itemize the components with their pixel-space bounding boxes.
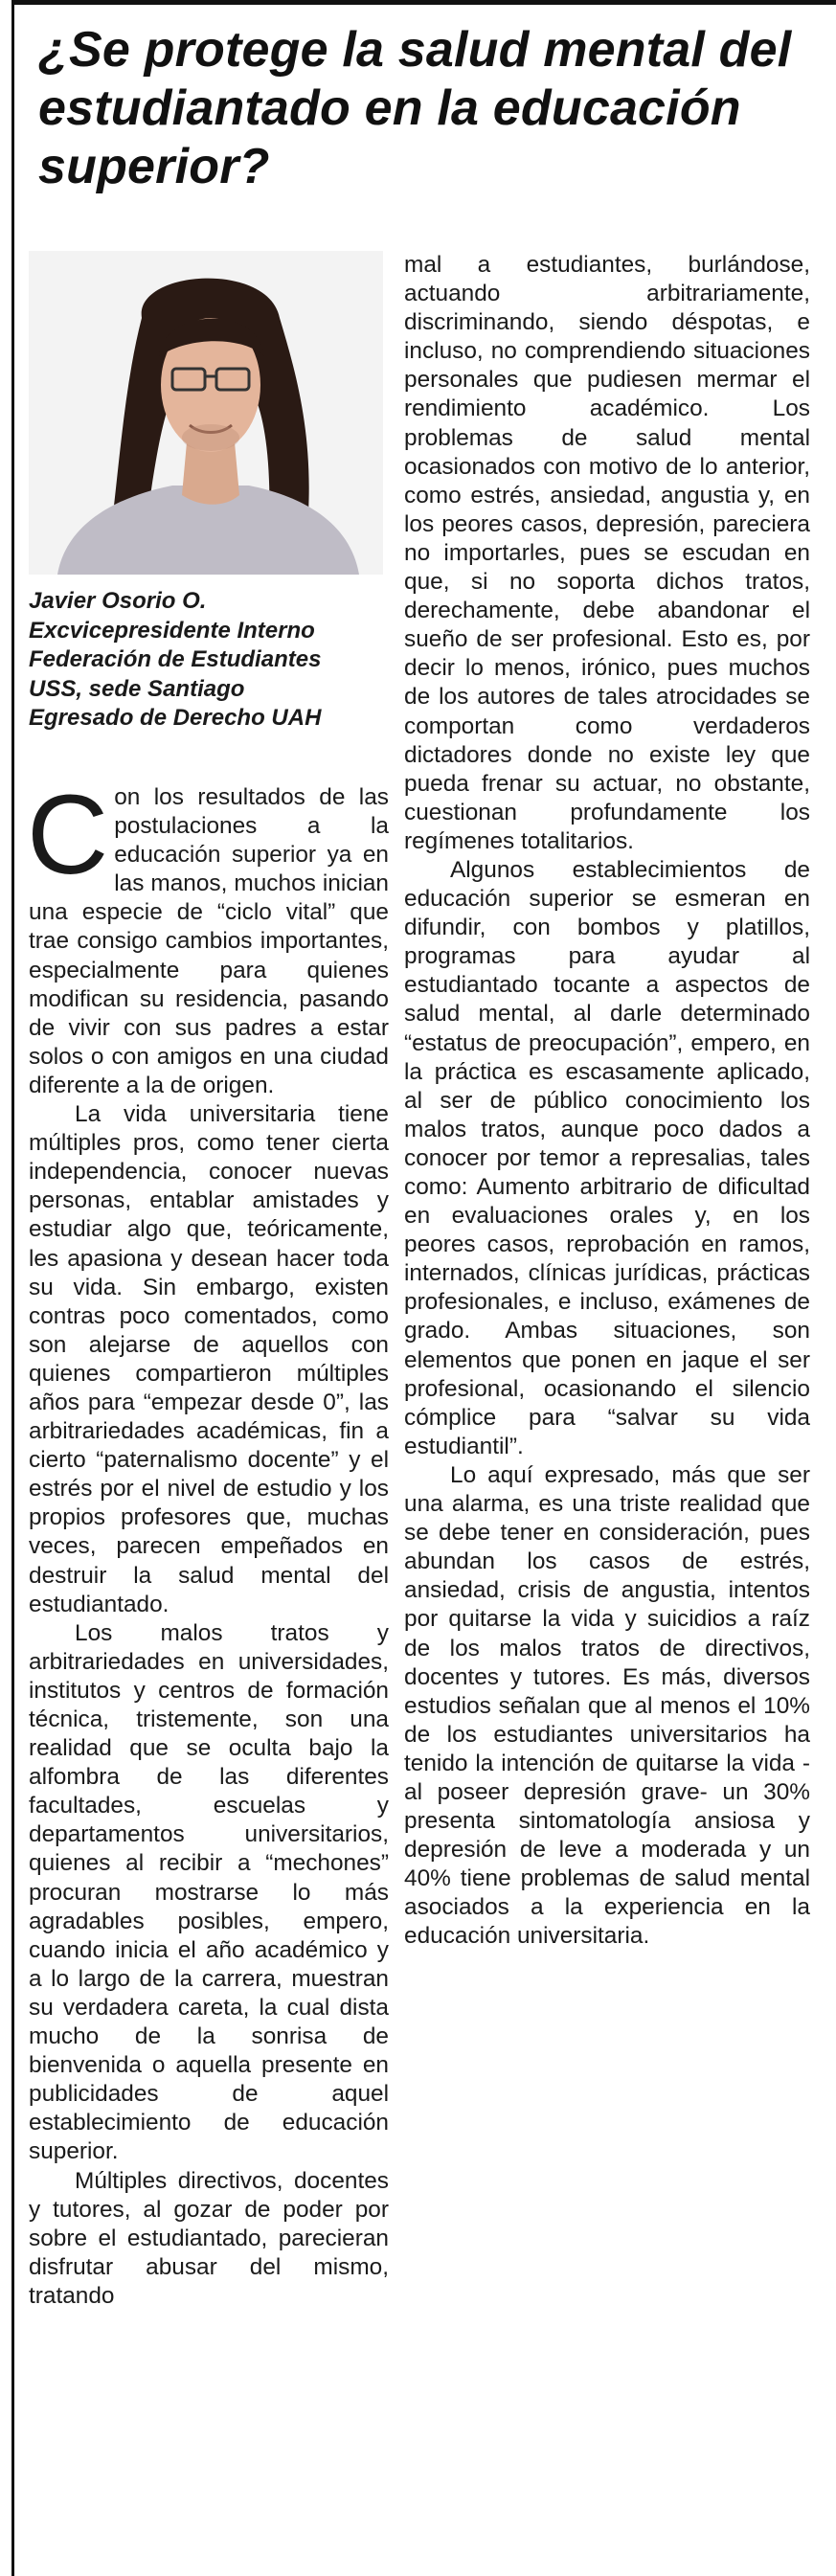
article-paragraph: La vida universitaria tiene múltiples pros, como tener cierta independencia, conocer nuevas personas, entablar amistades y estudiar algo que, teóricamente, les apasiona y desean hacer toda su vida. Sin embargo, existen contras poco comentados, como son alejarse de aquellos con quienes compartieron múltiples años para “empezar desde 0”, las arbitrariedades académicas, fin a cierto “paternalismo docente” y el estrés por el nivel de estudio y los propios profesores que, muchas veces, parecen empeñados en destruir la salud mental del estudiantado.: [29, 1101, 389, 1617]
article-paragraph: Los malos tratos y arbitrariedades en universidades, institutos y centros de formación técnica, tristemente, son una realidad que se oculta bajo la alfombra de las diferentes facultades, escuelas y departamentos universitarios, quienes al recibir a “mechones” procuran mostrarse lo más agradables posibles, empero, cuando inicia el año académico y a lo largo de la carrera, muestran su verdadera careta, la cual dista mucho de la sonrisa de bienvenida o aquella presente en publicidades de aquel establecimiento de educación superior.: [29, 1619, 389, 2165]
author-title-1: Excvicepresidente Interno: [29, 617, 315, 644]
author-byline: [29, 587, 383, 734]
article-column-left: [27, 772, 389, 2311]
article-paragraph: Algunos establecimientos de educación superior se esmeran en difundir, con bombos y platillos, programas para ayudar al estudiantado tocante a aspectos de salud mental, al darle determinado “estatus de preocupación”, empero, en la práctica es escasamente aplicado, al ser de público conocimiento los malos tratos, aunque poco dados a conocer por temor a represalias, tales como: Aumento arbitrario de dificultad en evaluaciones orales y, en los peores casos, reprobación en ramos, internados, clínicas jurídicas, prácticas profesionales, e incluso, exámenes de grado. Ambas situaciones, son elementos que ponen en jaque el ser profesional, ocasionando el silencio cómplice para “salvar su vida estudiantil”.: [404, 856, 810, 1459]
left-rule: [11, 0, 14, 2576]
author-title-3: USS, sede Santiago: [29, 675, 245, 702]
drop-cap: C: [27, 772, 109, 898]
author-photo: [29, 251, 383, 575]
article-paragraph: Lo aquí expresado, más que ser una alarma, es una triste realidad que se debe tener en consideración, pues abundan los casos de estrés, ansiedad, crisis de angustia, intentos por quitarse la vida y suicidios a raíz de los malos tratos de directivos, docentes y tutores. Es más, diversos estudios señalan que al menos el 10% de los estudiantes universitarios ha tenido la intención de quitarse la vida -al poseer depresión grave- un 30% presenta sintomatología ansiosa y depresión de leve a moderada y un 40% tiene problemas de salud mental asociados a la experiencia en la educación universitaria.: [404, 1461, 810, 1950]
author-title-2: Federación de Estudiantes: [29, 646, 322, 672]
article-headline: ¿Se protege la salud mental del estudiantado en la educación superior?: [38, 22, 792, 194]
article-column-right: [404, 251, 810, 1952]
article-paragraph: mal a estudiantes, burlándose, actuando arbitrariamente, discriminando, siendo déspotas, e incluso, no comprendiendo situaciones personales que pudiesen mermar el rendimiento académico. Los problemas de salud mental ocasionados con motivo de lo anterior, como estrés, ansiedad, angustia y, en los peores casos, depresión, pareciera no importarles, pues se escudan en que, si no soporta dichos tratos, derechamente, debe abandonar el sueño de ser profesional. Esto es, por decir lo menos, irónico, pues muchos de los autores de tales atrocidades se comportan como verdaderos dictadores donde no existe ley que pueda frenar su actuar, no obstante, cuestionan profundamente los regímenes totalitarios.: [404, 252, 810, 854]
paragraph-text: on los resultados de las postulaciones a la educación superior ya en las manos, muchos inician una especie de “ciclo vital” que trae consigo cambios importantes, especialmente para quienes modifican su residencia, pasando de vivir con sus padres a estar solos o con amigos en una ciudad diferente a la de origen.: [29, 784, 389, 1098]
author-name: Javier Osorio O.: [29, 588, 207, 614]
article-paragraph: Múltiples directivos, docentes y tutores, al gozar de poder por sobre el estudiantado, parecieran disfrutar abusar del mismo, tratando: [29, 2167, 389, 2309]
author-title-4: Egresado de Derecho UAH: [29, 705, 322, 731]
article-paragraph: [27, 772, 389, 1100]
author-portrait-illustration: [29, 251, 383, 575]
top-rule: [11, 0, 836, 5]
